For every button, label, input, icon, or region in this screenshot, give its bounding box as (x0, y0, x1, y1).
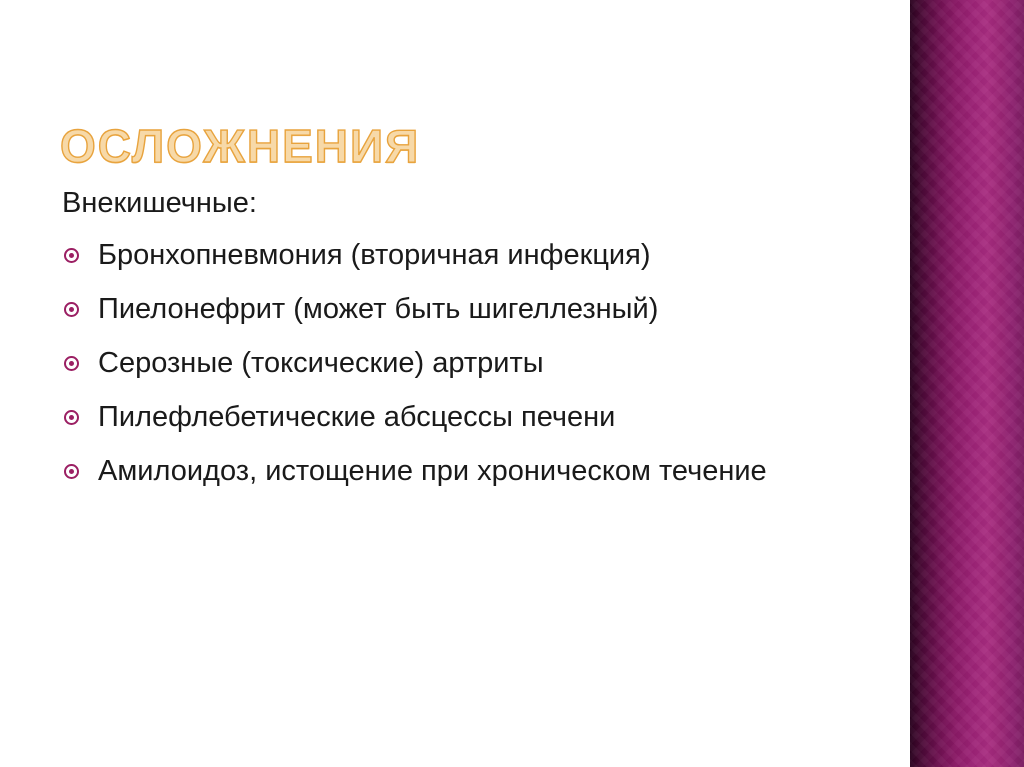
list-item (56, 453, 856, 490)
list-item (56, 399, 856, 436)
list-item (56, 291, 856, 328)
lead-text: Внекишечные: (62, 187, 257, 219)
bullet-point-icon (64, 410, 79, 425)
bullet-point-icon (64, 248, 79, 263)
list-item (56, 345, 856, 382)
bullet-list (56, 237, 856, 491)
bullet-point-icon (64, 302, 79, 317)
decorative-gradient-band (910, 0, 1024, 767)
list-item (56, 237, 856, 274)
bullet-point-icon (64, 356, 79, 371)
page-title: ОСЛОЖНЕНИЯ (60, 119, 421, 172)
list-item-label: Пиелонефрит (может быть шигеллезный) (98, 292, 659, 325)
list-item-label: Амилоидоз, истощение при хроническом течение (98, 455, 767, 488)
list-item-label: Пилефлебетические абсцессы печени (98, 401, 616, 434)
list-item-label: Серозные (токсические) артриты (98, 347, 544, 380)
list-item-label: Бронхопневмония (вторичная инфекция) (98, 238, 651, 271)
bullet-point-icon (64, 464, 79, 479)
content-body (56, 186, 856, 507)
band-divider (908, 0, 910, 767)
